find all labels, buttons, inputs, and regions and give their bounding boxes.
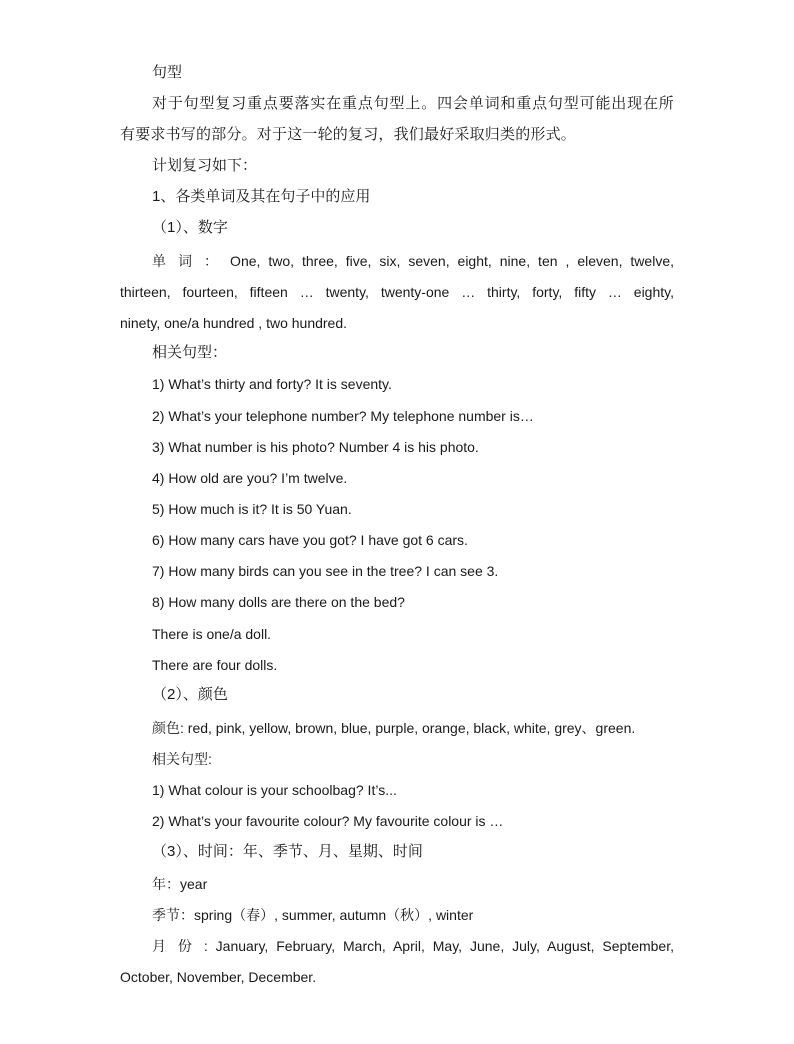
section-heading: 1、各类单词及其在句子中的应用 — [152, 188, 371, 205]
related-patterns-heading: 相关句型： — [152, 344, 228, 361]
vocab-line: 颜色: red, pink, yellow, brown, blue, purple, orange, black, white, grey、green. — [152, 720, 636, 736]
vocab-line: 年：year — [152, 876, 208, 892]
paragraph-line: 有要求书写的部分。对于这一轮的复习，我们最好采取归类的形式。 — [120, 126, 577, 143]
sentence-item: 2) What’s your telephone number? My telephone number is… — [152, 408, 534, 424]
subsection-heading-time: （3）、时间：年、季节、月、星期、时间 — [152, 843, 423, 860]
sentence-item: 8) How many dolls are there on the bed? — [152, 594, 405, 610]
sentence-item: 6) How many cars have you got? I have got 6 cars. — [152, 532, 468, 548]
sentence-answer: There are four dolls. — [152, 657, 278, 673]
heading-sentence-patterns: 句型 — [152, 64, 183, 81]
related-patterns-heading: 相关句型: — [152, 751, 212, 767]
vocab-line: thirteen, fourteen, fifteen … twenty, twenty-one … thirty, forty, fifty … eighty, — [120, 284, 674, 300]
sentence-item: 1) What’s thirty and forty? It is seventy. — [152, 376, 392, 392]
subsection-heading-colours: （2）、颜色 — [152, 686, 228, 703]
vocab-line: 季节：spring（春）, summer, autumn（秋）, winter — [152, 907, 474, 923]
subsection-heading-numbers: （1）、数字 — [152, 219, 228, 236]
vocab-line: ninety, one/a hundred , two hundred. — [120, 315, 348, 331]
vocab-line: October, November, December. — [120, 969, 317, 985]
vocab-line: 单 词 ： One, two, three, five, six, seven, eight, nine, ten , eleven, twelve, — [152, 253, 674, 269]
sentence-item: 7) How many birds can you see in the tree? I can see 3. — [152, 563, 499, 579]
paragraph-line: 对于句型复习重点要落实在重点句型上。四会单词和重点句型可能出现在所 — [152, 95, 674, 112]
sentence-item: 3) What number is his photo? Number 4 is his photo. — [152, 439, 479, 455]
plan-heading: 计划复习如下： — [152, 157, 258, 174]
sentence-item: 1) What colour is your schoolbag? It’s... — [152, 782, 397, 798]
sentence-answer: There is one/a doll. — [152, 626, 272, 642]
sentence-item: 5) How much is it? It is 50 Yuan. — [152, 501, 352, 517]
sentence-item: 4) How old are you? I’m twelve. — [152, 470, 348, 486]
vocab-line: 月 份 : January, February, March, April, May, June, July, August, September, — [152, 938, 674, 954]
sentence-item: 2) What’s your favourite colour? My favourite colour is … — [152, 813, 504, 829]
